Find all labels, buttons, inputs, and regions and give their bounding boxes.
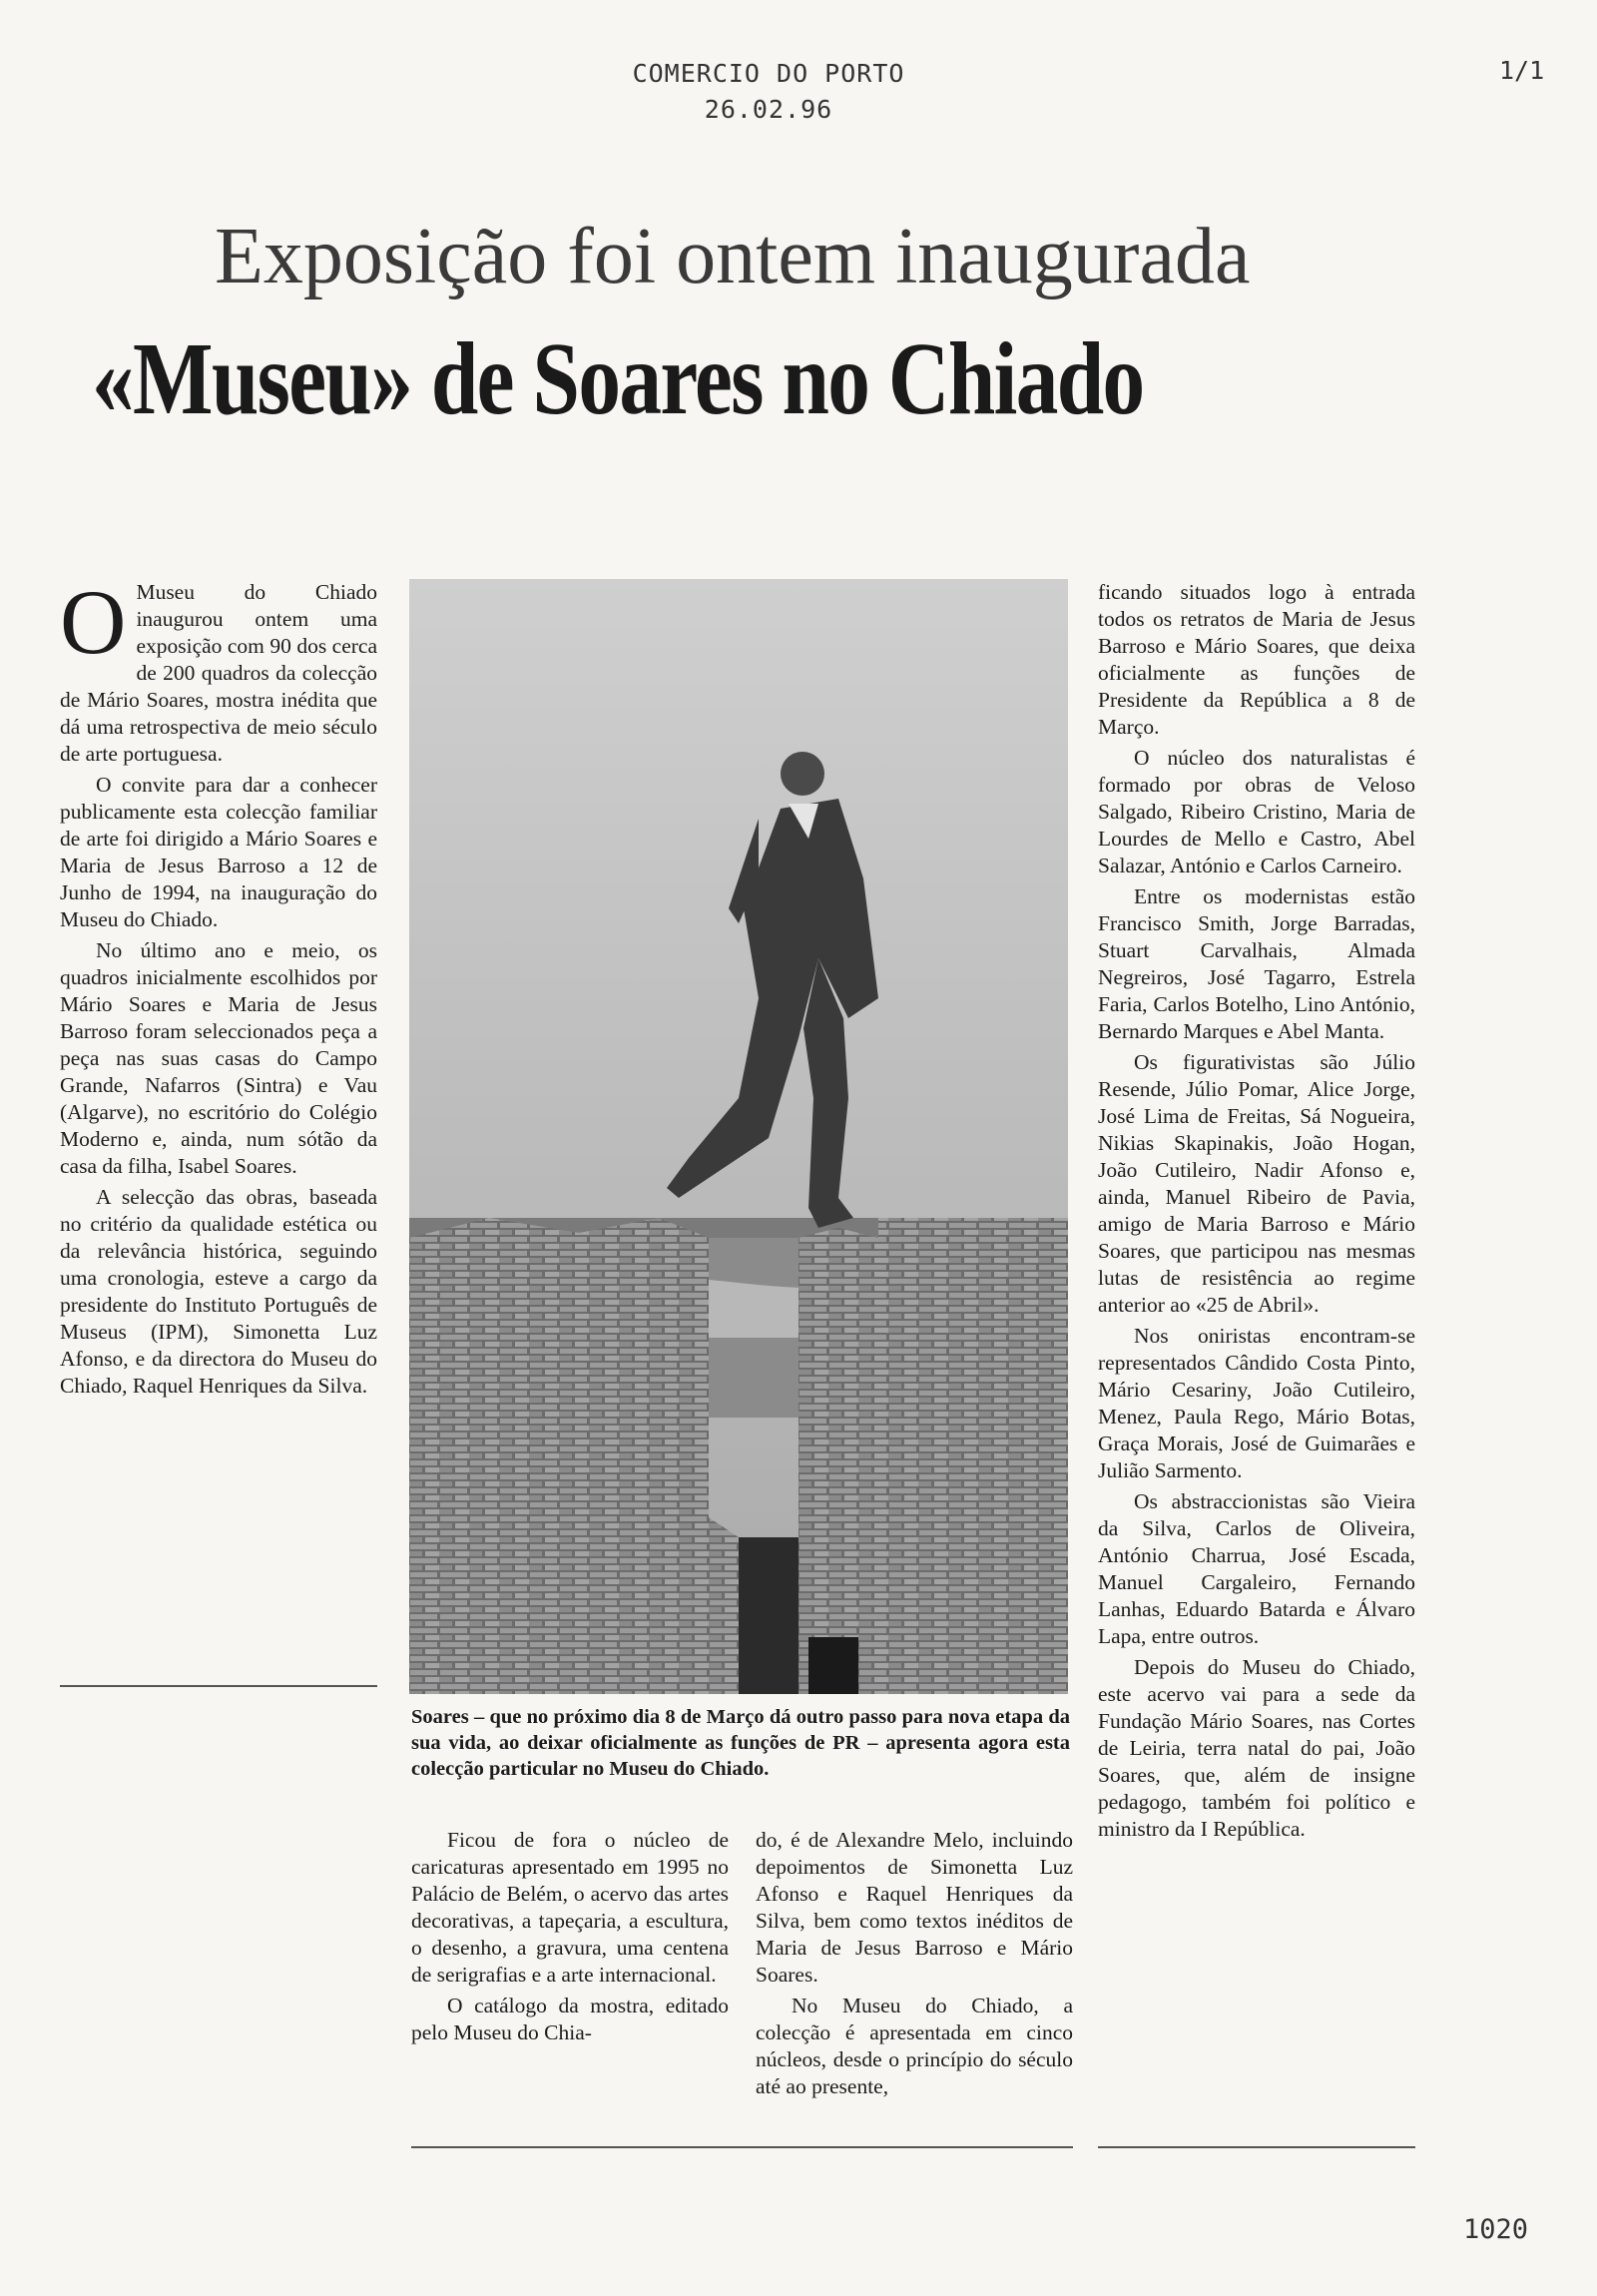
paragraph: Depois do Museu do Chiado, este acervo vai para a sede da Fundação Mário Soares, nas Cortes de Leiria, terra natal do pai, João Soares, que, além de insigne pedagogo, também foi político e ministro da I República. — [1098, 1655, 1415, 1841]
headline-kicker: Exposição foi ontem inaugurada — [215, 213, 1251, 300]
paragraph: O núcleo dos naturalistas é formado por obras de Veloso Salgado, Ribeiro Cristino, Maria de Lourdes de Mello e Castro, Abel Salazar, António e Carlos Carneiro. — [1098, 746, 1415, 877]
paragraph: Ficou de fora o núcleo de caricaturas apresentado em 1995 no Palácio de Belém, o acervo das artes decorativas, a tapeçaria, a escultura, o desenho, a gravura, uma centena de serigrafias e a arte internacional. — [411, 1828, 729, 1987]
publication-name: COMERCIO DO PORTO — [632, 59, 905, 88]
article-column-2a — [411, 1827, 729, 2050]
article-column-3 — [1098, 579, 1415, 1847]
article-column-1 — [60, 571, 377, 1404]
paragraph: Nos oniristas encontram-se representados Cândido Costa Pinto, Mário Cesariny, João Cutileiro, Menez, Paula Rego, Mário Botas, Graça Morais, José de Guimarães e Julião Sarmento. — [1098, 1324, 1415, 1482]
photo-caption: Soares – que no próximo dia 8 de Março dá outro passo para nova etapa da sua vida, ao deixar oficialmente as funções de PR – apresenta agora esta colecção particular no Museu do Chiado. — [411, 1706, 1070, 1780]
paragraph: No Museu do Chiado, a colecção é apresentada em cinco núcleos, desde o princípio do século até ao presente, — [756, 1994, 1073, 2098]
paragraph: A selecção das obras, baseada no critério da qualidade estética ou da relevância histórica, seguindo uma cronologia, esteve a cargo da presidente do Instituto Português de Museus (IPM), Simonetta Luz Afonso, e da directora do Museu do Chiado, Raquel Henriques da Silva. — [60, 1185, 377, 1398]
paragraph: Os figurativistas são Júlio Resende, Júlio Pomar, Alice Jorge, José Lima de Freitas, Sá Nogueira, Nikias Skapinakis, João Hogan, João Cutileiro, Nadir Afonso e, ainda, Manuel Ribeiro de Pavia, amigo de Maria Barroso e Mário Soares, que participou nas mesmas lutas de resistência ao regime anterior ao «25 de Abril». — [1098, 1050, 1415, 1317]
publication-header — [559, 56, 978, 128]
page-fraction: 1/1 — [1499, 56, 1545, 85]
column-rule — [60, 1685, 377, 1687]
paragraph: No último ano e meio, os quadros inicialmente escolhidos por Mário Soares e Maria de Jesus Barroso foram seleccionados peça a peça nas suas casas do Campo Grande, Nafarros (Sintra) e Vau (Algarve), no escritório do Colégio Moderno e, ainda, num sótão da casa da filha, Isabel Soares. — [60, 938, 377, 1178]
column-rule — [1098, 2146, 1415, 2148]
paragraph: ficando situados logo à entrada todos os retratos de Maria de Jesus Barroso e Mário Soares, que deixa oficialmente as funções de Presidente da República a 8 de Março. — [1098, 580, 1415, 739]
article-column-2b — [756, 1827, 1073, 2104]
paragraph: Os abstraccionistas são Vieira da Silva, Carlos de Oliveira, António Charrua, José Escada, Manuel Cargaleiro, Fernando Lanhas, Eduardo Batarda e Álvaro Lapa, entre outros. — [1098, 1489, 1415, 1648]
page-number: 1020 — [1463, 2214, 1529, 2245]
drop-cap: O — [60, 571, 127, 673]
publication-date: 26.02.96 — [704, 95, 833, 124]
paragraph: O convite para dar a conhecer publicamente esta colecção familiar de arte foi dirigido a Mário Soares e Maria de Jesus Barroso a 12 de Junho de 1994, na inauguração do Museu do Chiado. — [60, 773, 377, 931]
column-rule — [411, 2146, 1073, 2148]
paragraph: O Museu do Chiado inaugurou ontem uma exposição com 90 dos cerca de 200 quadros da colecção de Mário Soares, mostra inédita que dá uma retrospectiva de meio século de arte portuguesa. — [60, 571, 377, 766]
paragraph: O catálogo da mostra, editado pelo Museu do Chia- — [411, 1994, 729, 2044]
paragraph: do, é de Alexandre Melo, incluindo depoimentos de Simonetta Luz Afonso e Raquel Henriques da Silva, bem como textos inéditos de Maria de Jesus Barroso e Mário Soares. — [756, 1828, 1073, 1987]
man-walking-on-ruins-photo — [409, 579, 1068, 1694]
paragraph: Entre os modernistas estão Francisco Smith, Jorge Barradas, Stuart Carvalhais, Almada Negreiros, José Tagarro, Estrela Faria, Carlos Botelho, Lino António, Bernardo Marques e Abel Manta. — [1098, 884, 1415, 1043]
headline-title: «Museu» de Soares no Chiado — [92, 321, 1144, 436]
